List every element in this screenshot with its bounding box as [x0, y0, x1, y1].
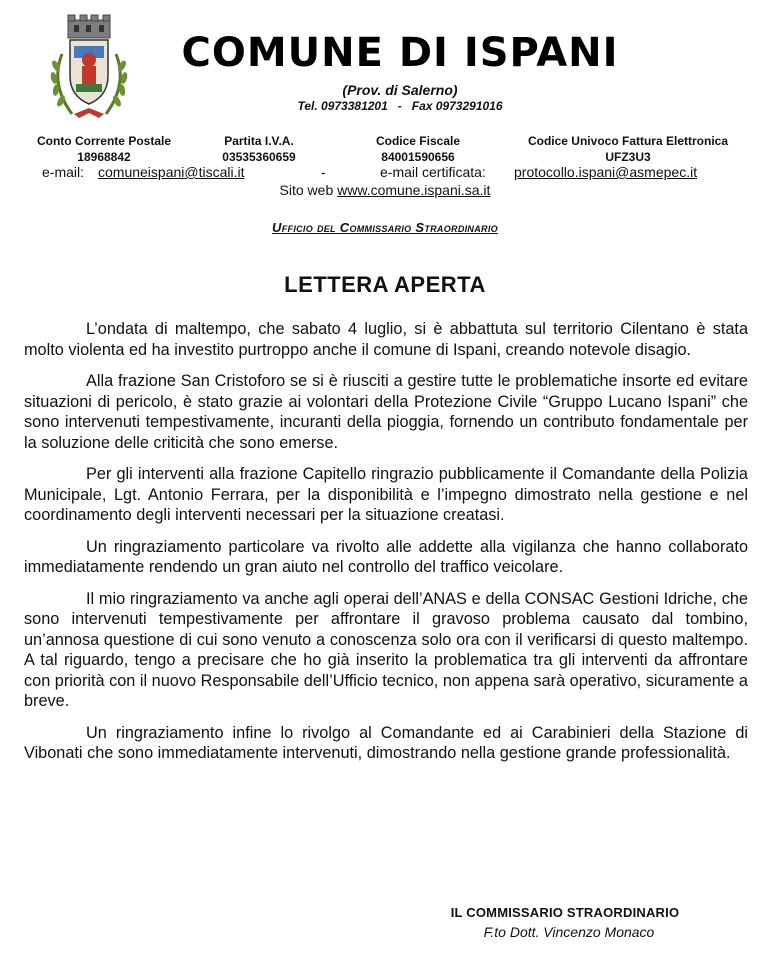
registry-vat: [196, 133, 322, 165]
paragraph: L’ondata di maltempo, che sabato 4 luglio, si è abbattuta sul territorio Cilentano è stata molto violenta ed ha investito purtroppo anche il comune di Ispani, creando notevole disagio.: [24, 320, 748, 359]
signatory-title: IL COMMISSARIO STRAORDINARIO: [450, 905, 680, 920]
registry-value: 18968842: [77, 150, 131, 164]
website-line: [0, 182, 770, 198]
paragraph: Un ringraziamento infine lo rivolgo al Comandante ed ai Carabinieri della Stazione di Vibonati che sono immediatamente intervenuti, dimostrando nella gestione grande professionalità.: [24, 723, 748, 762]
phone-fax-line: Tel. 0973381201 - Fax 0973291016: [297, 99, 503, 113]
municipality-title: COMUNE DI ISPANI: [181, 30, 619, 76]
paragraph: Per gli interventi alla frazione Capitello ringrazio pubblicamente il Comandante della Polizia Municipale, Lgt. Antonio Ferrara, per la disponibilità e l’impegno dimostrato nella gestione e nel coordinamento degli interventi necessari per la situazione creatasi.: [24, 465, 748, 524]
registry-label: Codice Fiscale: [375, 134, 461, 148]
signature-block: [380, 905, 750, 940]
province-line: (Prov. di Salerno): [342, 82, 458, 98]
registry-value: UFZ3U3: [605, 150, 651, 164]
email-link[interactable]: comuneispani@tiscali.it: [98, 164, 245, 180]
pec-label: e-mail certificata:: [380, 164, 486, 180]
signatory-name: F.to Dott. Vincenzo Monaco: [483, 924, 655, 940]
registry-value: 03535360659: [222, 150, 296, 164]
email-label: e-mail:: [42, 164, 85, 180]
registry-label: Conto Corrente Postale: [36, 134, 171, 148]
paragraph: Un ringraziamento particolare va rivolto alle addette alla vigilanza che hanno collaborato immediatamente rendendo un gran aiuto nel controllo del traffico veicolare.: [24, 537, 748, 576]
letter-heading: LETTERA APERTA: [284, 272, 486, 297]
registry-label: Codice Univoco Fattura Elettronica: [527, 134, 729, 148]
paragraph: Alla frazione San Cristoforo se si è riusciti a gestire tutte le problematiche insorte ed evitare situazioni di pericolo, è stato grazie ai volontari della Protezione Civile “Gruppo Lucano Ispani” che sono intervenuti tempestivamente, incuranti della pioggia, fornendo un contributo fondamentale per la soluzione delle criticità che sono emerse.: [24, 372, 748, 452]
registry-invoice-code: [508, 133, 748, 165]
letter-body: [24, 319, 748, 775]
pec-email-link[interactable]: protocollo.ispani@asmepec.it: [514, 164, 698, 180]
registry-postal-account: [24, 133, 184, 165]
office-title: Ufficio del Commissario Straordinario: [272, 220, 498, 235]
registry-label: Partita I.V.A.: [224, 134, 294, 148]
email-separator: -: [321, 164, 326, 180]
registry-value: 84001590656: [381, 150, 455, 164]
website-label: Sito web: [279, 182, 334, 198]
registry-tax-code: [355, 133, 481, 165]
website-link[interactable]: www.comune.ispani.sa.it: [337, 182, 491, 198]
municipal-crest-logo: [44, 14, 134, 124]
paragraph: Il mio ringraziamento va anche agli operai dell’ANAS e della CONSAC Gestioni Idriche, che sono intervenuti tempestivamente per affrontare il gravoso problema causato dal tombino, un’annosa questione di cui sono venuto a conoscenza solo ora con il verificarsi di questo maltempo. A tal riguardo, tengo a precisare che ho già inserito la problematica tra gli interventi da affrontare con priorità con il nuovo Responsabile dell’Ufficio tecnico, non appena sarà operativo, sicuramente a breve.: [24, 589, 748, 710]
